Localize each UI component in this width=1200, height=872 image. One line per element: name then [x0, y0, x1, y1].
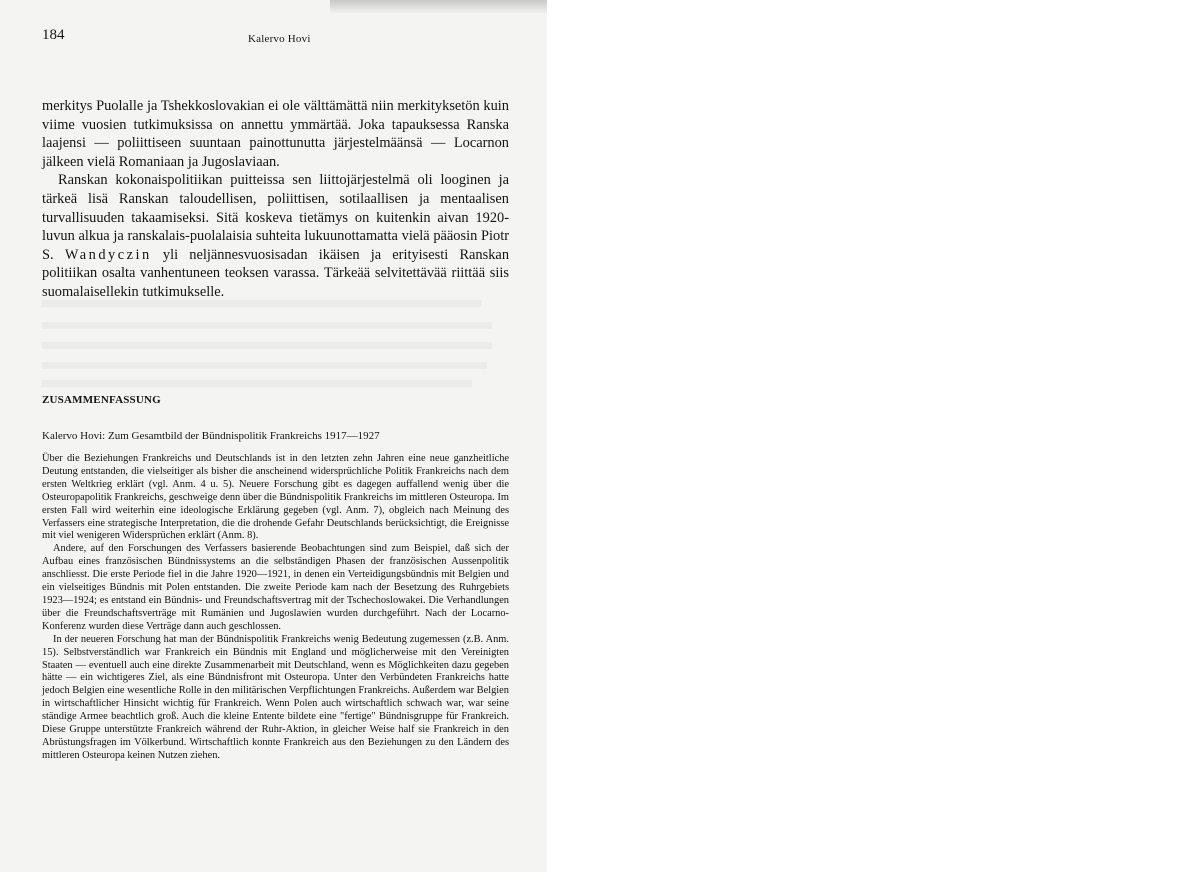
running-head: Kalervo Hovi: [248, 33, 311, 45]
summary-paragraph-3: In der neueren Forschung hat man der Bündnispolitik Frankreichs wenig Bedeutung zugemessen (z.B. Anm. 15). Selbstverständlich war Frankreich ein Bündnis mit England und möglicherweise mit den Vereinigten Staaten — eventuell auch eine direkte Zusammenarbeit mit Deutschland, wenn es Möglichkeiten dazu gegeben hätte — ein wichtigeres Ziel, als eine Bündnisfront mit Osteuropa. Unter den Verbündeten Frankreichs hatte jedoch Belgien eine wesentliche Rolle in den militärischen Verpflichtungen Frankreichs. Außerdem war Belgien in wirtschaftlicher Hinsicht wichtig für Frankreich. Wenn Polen auch wirtschaftlich schwach war, war seine ständige Armee beachtlich groß. Auch die kleine Entente bildete eine "fertige" Bündnisgruppe für Frankreich. Diese Gruppe unterstützte Frankreich während der Ruhr-Aktion, in gleicher Weise half sie Frankreich in den Abrüstungsfragen im Völkerbund. Wirtschaftlich konnte Frankreich aus den Beziehungen zu den Ländern des mittleren Osteuropa keinen Nutzen ziehen.: [42, 633, 509, 761]
summary-heading: ZUSAMMENFASSUNG: [42, 394, 161, 406]
german-summary: [42, 453, 509, 763]
page-number: 184: [42, 27, 65, 43]
body-paragraph-2-part-b: yli neljännesvuosisadan ikäisen ja erityisesti Ranskan politiikan osalta vanhentuneen teoksen varassa. Tärkeää selvitettävää riittää siis suomalaisellekin tutkimukselle.: [42, 246, 510, 300]
show-through-line: [42, 322, 492, 329]
show-through-line: [42, 380, 472, 387]
book-page: [0, 0, 547, 872]
author-name-spaced: Wandyczin: [64, 246, 152, 263]
summary-paragraph-1: Über die Beziehungen Frankreichs und Deutschlands ist in den letzten zehn Jahren eine neue ganzheitliche Deutung entstanden, die vielseitiger als bisher die anscheinend widersprüchliche Politik Frankreichs nach dem ersten Weltkrieg erklärt (vgl. Anm. 4 u. 5). Neuere Forschung gibt es dagegen auffallend wenig über die Osteuropapolitik Frankreichs, geschweige denn über die Bündnispolitik Frankreichs im mittleren Osteuropa. Im ersten Fall wird weiterhin eine ideologische Erklärung gegeben (vgl. Anm. 7), obgleich nach Meinung des Verfassers eine strategische Interpretation, die die drohende Gefahr Deutschlands berücksichtigt, die Ereignisse mit viel wenigeren Widersprüchen erklärt (Anm. 8).: [42, 453, 509, 542]
summary-paragraph-2: Andere, auf den Forschungen des Verfassers basierende Beobachtungen sind zum Beispiel, daß sich der Aufbau eines französischen Bündnissystems an die selbständigen Phasen der französischen Aussenpolitik anschliesst. Die erste Periode fiel in die Jahre 1920—1921, in denen ein Verteidigungsbündnis mit Belgien und ein vielseitiges Bündnis mit Polen entstanden. Die zweite Periode kam nach der Besetzung des Ruhrgebiets 1923—1924; es entstand ein Bündnis- und Freundschaftsvertrag mit der Tschechoslowakei. Die Verhandlungen über die Freundschaftsverträge mit Rumänien und Jugoslawien wurden durchgeführt. Nach der Locarno-Konferenz wurden diese Verträge dann auch geschlossen.: [42, 543, 509, 632]
scan-shadow: [330, 0, 547, 14]
finnish-body-text: [42, 97, 509, 302]
show-through-line: [42, 362, 487, 369]
body-paragraph-2-part-a: Ranskan kokonaispolitiikan puitteissa sen liittojärjestelmä oli looginen ja tärkeä lisä Ranskan taloudellisen, poliittisen, sotilaallisen ja mentaalisen turvallisuuden takaamiseksi. Sitä koskeva tietämys on kuitenkin aivan 1920-luvun alkua ja ranskalais-puolalaisia suhteita lukuunottamatta vielä pääosin Piotr S.: [42, 172, 509, 263]
summary-subtitle: Kalervo Hovi: Zum Gesamtbild der Bündnispolitik Frankreichs 1917—1927: [42, 430, 380, 442]
body-paragraph-1: merkitys Puolalle ja Tshekkoslovakian ei ole välttämättä niin merkityksetön kuin viime vuosien tutkimuksissa on annettu ymmärtää. Joka tapauksessa Ranska laajensi — poliittiseen suuntaan painottunutta järjestelmäänsä — Locarnon jälkeen vielä Romaniaan ja Jugoslaviaan.: [42, 98, 509, 170]
blank-scan-area: [547, 0, 1200, 872]
show-through-line: [42, 342, 492, 349]
body-paragraph-2: [42, 171, 509, 301]
